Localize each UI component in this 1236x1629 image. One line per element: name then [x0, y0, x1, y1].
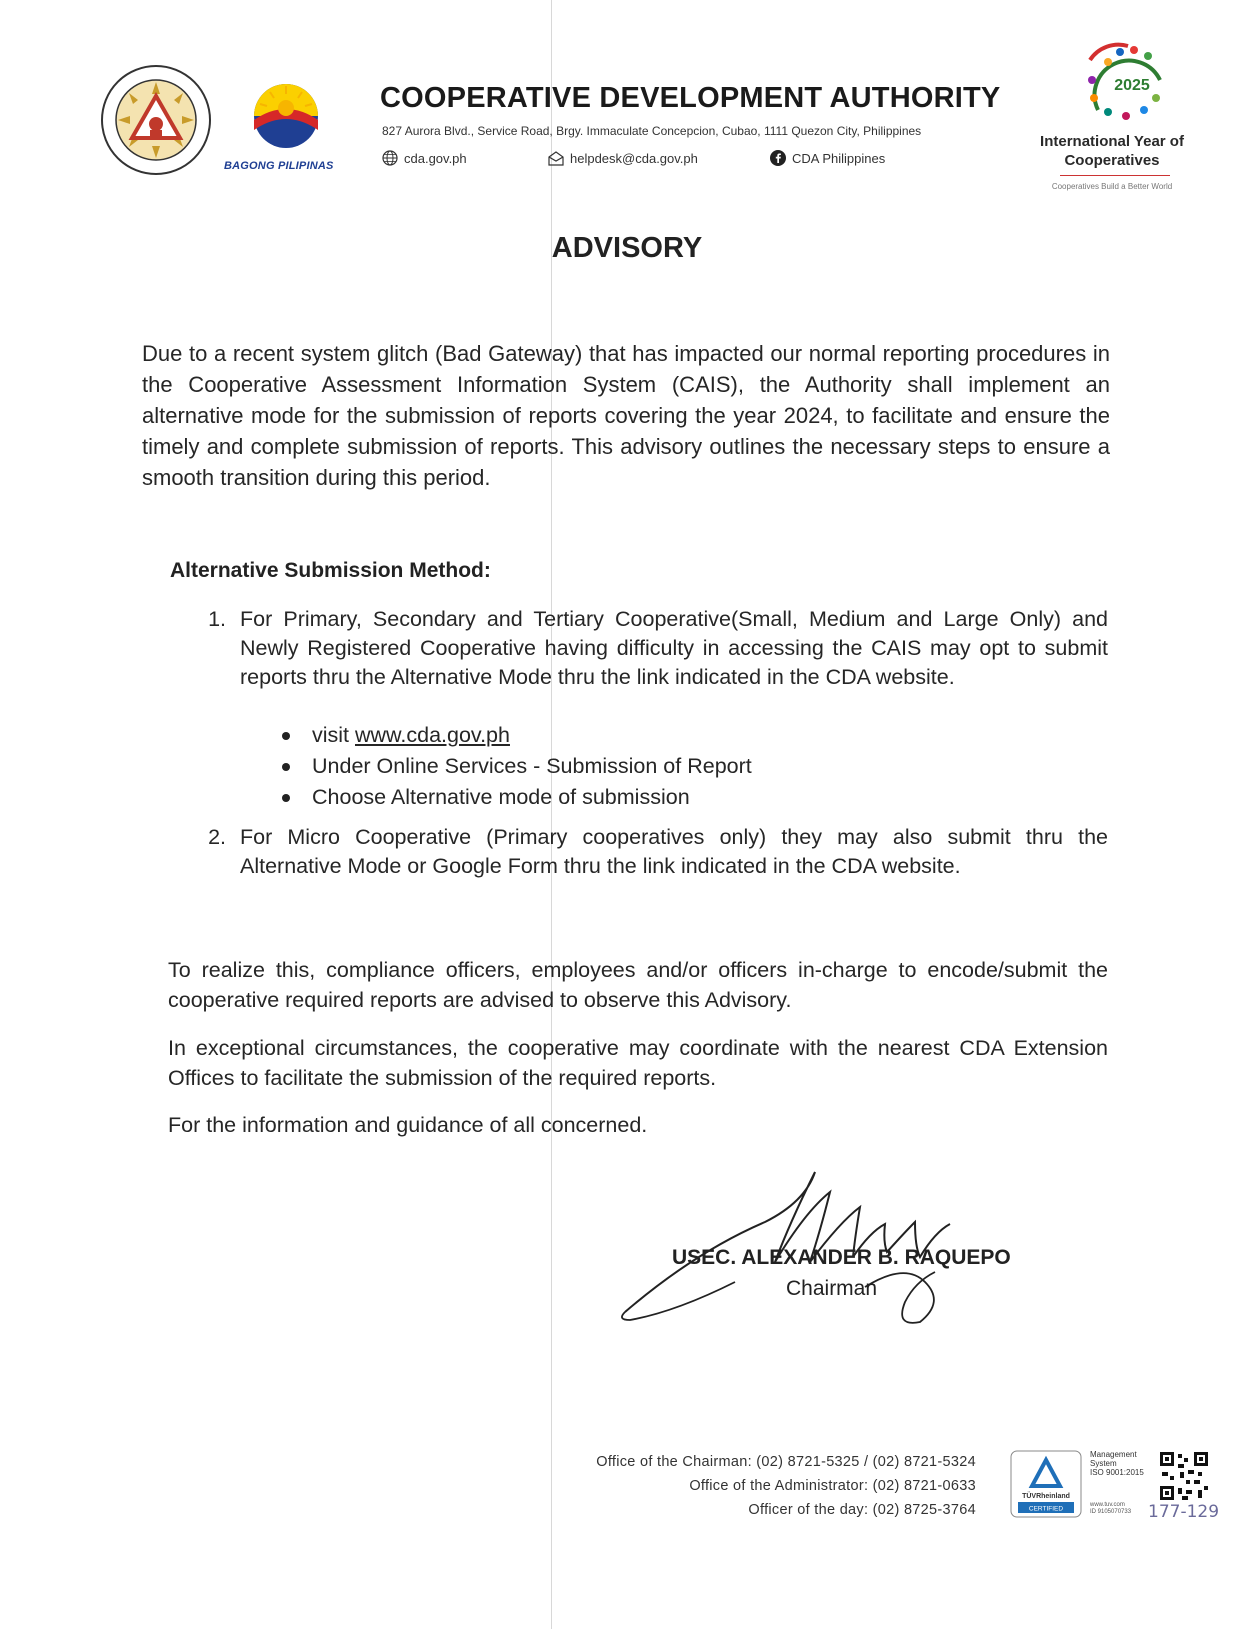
method-heading: Alternative Submission Method: — [170, 559, 491, 582]
bullet-choose-mode: Choose Alternative mode of submission — [282, 782, 752, 813]
bagong-pilipinas-label: BAGONG PILIPINAS — [224, 160, 334, 172]
tuv-certified: CERTIFIED — [1028, 1505, 1064, 1513]
iyc-2025-logo — [1068, 40, 1184, 122]
item-number: 1. — [208, 607, 226, 631]
iyc-year: 2025 — [1114, 77, 1150, 94]
contact-website[interactable] — [382, 150, 467, 166]
signatory-name: USEC. ALEXANDER B. RAQUEPO — [672, 1246, 1011, 1269]
qr-code[interactable] — [1158, 1450, 1210, 1502]
paragraph-exceptional: In exceptional circumstances, the cooperative may coordinate with the nearest CDA Extension Offices to facilitate the submission of the required reports. — [168, 1036, 1108, 1090]
cda-seal-logo — [100, 64, 212, 176]
item-text: For Micro Cooperative (Primary cooperatives only) they may also submit thru the Alternative Mode or Google Form thru the link indicated in the CDA website. — [240, 825, 1108, 878]
bagong-pilipinas-logo — [240, 78, 332, 150]
bullet-visit-prefix: visit — [312, 723, 355, 747]
list-item-2 — [0, 823, 1236, 887]
agency-address: 827 Aurora Blvd., Service Road, Brgy. Immaculate Concepcion, Cubao, 1111 Quezon City, Philippines — [382, 124, 922, 138]
bullet-list — [282, 720, 752, 813]
website-text[interactable]: cda.gov.ph — [404, 150, 467, 166]
handwritten-stamp: 177-129 — [1148, 1502, 1220, 1522]
tuv-certification-badge — [1010, 1450, 1082, 1518]
tuv-url: www.tuv.com — [1090, 1502, 1125, 1508]
tuv-system: Management System — [1090, 1450, 1137, 1468]
document-title: ADVISORY — [551, 232, 703, 264]
tuv-id: ID 9105070733 — [1090, 1509, 1132, 1515]
item-number: 2. — [208, 825, 226, 849]
list-item-1 — [0, 605, 1236, 725]
signatory-position: Chairman — [786, 1277, 878, 1300]
bullet-visit — [282, 720, 752, 751]
bullet-online-services: Under Online Services - Submission of Report — [282, 751, 752, 782]
contact-facebook[interactable] — [770, 150, 885, 166]
email-text[interactable]: helpdesk@cda.gov.ph — [570, 150, 698, 166]
intro-paragraph: Due to a recent system glitch (Bad Gateway) that has impacted our normal reporting procedures in the Cooperative Assessment Information System (CAIS), the Authority shall implement an alternative mode for the submission of reports covering the year 2024, to facilitate and ensure the timely and complete submission of reports. This advisory outlines the necessary steps to ensure a smooth transition during this period. — [142, 341, 1110, 490]
mail-icon — [548, 150, 564, 166]
tuv-brand: TÜVRheinland — [1022, 1493, 1070, 1500]
tuv-id-label — [1090, 1502, 1150, 1516]
paragraph-realize: To realize this, compliance officers, employees and/or officers in-charge to encode/submit the cooperative required reports are advised to observe this Advisory. — [168, 958, 1108, 1012]
facebook-text[interactable]: CDA Philippines — [792, 150, 886, 166]
iyc-title: International Year of Cooperatives — [1040, 133, 1184, 169]
footer-administrator-office: Office of the Administrator: (02) 8721-0633 — [689, 1478, 976, 1494]
iyc-divider — [1060, 175, 1170, 176]
iyc-tagline: Cooperatives Build a Better World — [1051, 182, 1173, 191]
footer-officer-of-day: Officer of the day: (02) 8725-3764 — [748, 1502, 976, 1518]
tuv-system-label — [1090, 1450, 1150, 1477]
footer-chairman-office: Office of the Chairman: (02) 8721-5325 / (02) 8721-5324 — [596, 1454, 976, 1470]
cda-website-link[interactable]: www.cda.gov.ph — [355, 723, 510, 747]
contact-email[interactable] — [548, 150, 698, 166]
tuv-standard: ISO 9001:2015 — [1090, 1468, 1144, 1477]
agency-name: COOPERATIVE DEVELOPMENT AUTHORITY — [380, 82, 1001, 114]
paragraph-closing: For the information and guidance of all concerned. — [168, 1113, 648, 1137]
globe-icon — [382, 150, 398, 166]
facebook-icon — [770, 150, 786, 166]
item-text: For Primary, Secondary and Tertiary Cooperative(Small, Medium and Large Only) and Newly Registered Cooperative having difficulty in accessing the CAIS may opt to submit reports thru the Alternative Mode thru the link indicated in the CDA website. — [240, 607, 1108, 689]
